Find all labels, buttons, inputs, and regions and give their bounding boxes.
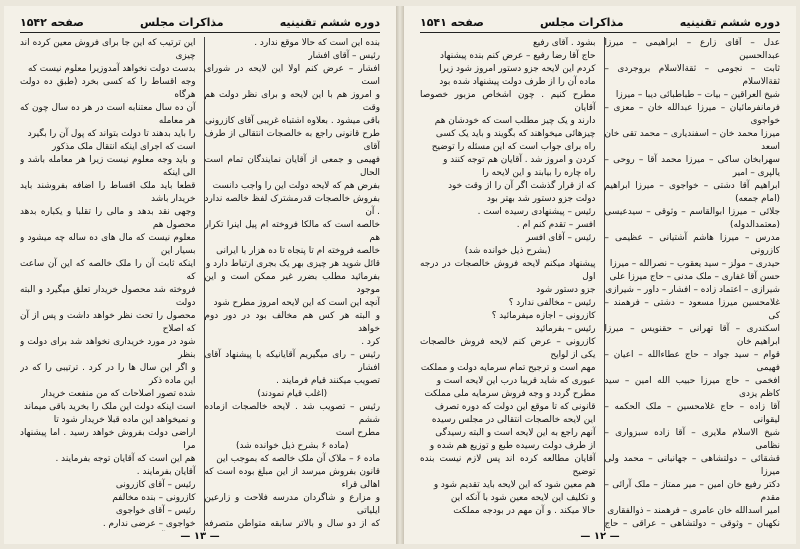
left-header-session: دوره ششم تقنینیه	[279, 15, 380, 29]
text-line: مطرح است	[335, 428, 380, 438]
text-line: دولت جزو دستور شد بهتر بود	[486, 194, 596, 204]
text-line: مهم است و ترجیح تمام سرمایه دولت و مملکت	[420, 363, 596, 373]
text-line: معلوم نیست که مال های ده ساله چه میشود و بسیار این	[20, 233, 196, 256]
text-line: آقایان مطالعه کرده اند پس لازم نیست بنده توضیح	[420, 454, 596, 477]
text-line: پیشنهاد میکنم لایحه فروش خالصجات در درجه اول	[420, 259, 596, 282]
text-line: بنده این است که حالا موقع ندارد .	[254, 38, 380, 48]
text-line: که از دو سال و بالاتر سابقه متواطن متصرفه	[204, 519, 380, 529]
text-line: کردن و امروز شد . آقایان هم توجه کنند و	[443, 155, 596, 165]
text-line: است که اجرای اینکه انتقال ملک مذکور	[52, 142, 196, 152]
text-line: وجهی نقد بدهد و مالی را تقلبا و یکباره بدهد محصول هم	[20, 207, 196, 230]
text-line: بشود . آقای رفیع	[533, 38, 596, 48]
right-header-session: دوره ششم تقنینیه	[679, 15, 780, 29]
text-line: عدل – آقای زارع – ابراهیمی – میرزا عبدالحسین	[604, 38, 780, 61]
text-line: باقی میشود . بعلاوه اشتباه غریبی آقای کازرونی	[205, 116, 380, 126]
text-line: ماده ۶ – ملاک آن ملک خالصه که بموجب این	[216, 454, 380, 464]
text-line: رئیس – پیشنهادی رسیده است .	[477, 207, 596, 217]
right-page-header	[420, 14, 780, 33]
text-line: حسن آقا غفاری – ملک مدنی – حاج میرزا علی	[609, 272, 780, 282]
text-line: اینکه ثابت آن را ملک خالصه که این آن ساعت که	[20, 259, 196, 282]
text-line: و تکلیف این لایحه معین شود با آنکه این	[450, 493, 596, 503]
text-line: کرد .	[361, 337, 380, 347]
right-header-title: مذاکرات مجلس	[539, 15, 624, 29]
text-line: خواجوی – عرضی ندارم .	[102, 519, 196, 529]
left-page-header	[20, 14, 380, 33]
text-line: این لایحه خالصجات انتقالی در مجلس رسیده	[431, 415, 596, 425]
text-line: کردم این لایحه جزو دستور امروز شود زیرا	[439, 64, 596, 74]
text-line: دکتر رفیع خان امین – میر ممتاز – ملک آرائی – مقدم	[604, 480, 780, 503]
text-line: جلائی – میرزا ابوالقاسم – وثوقی – سیدعیسی (معتمدالدوله)	[604, 207, 780, 230]
text-line: شود در مورد خریداری نخواهد شد برای دولت و بنظر	[20, 337, 196, 360]
text-line: و اگر این سال ها را در کرد . ترتیبی را که در این ماده ذکر	[20, 363, 196, 386]
text-line: میرزا محمد خان – اسفندیاری – محمد تقی خان اسعد	[604, 129, 780, 152]
text-line: رئیس – آقای افشار	[308, 51, 380, 61]
text-line: که از قرار گذشت اگر آن را از وقت خود	[448, 181, 596, 191]
text-line: از طرف دولت رسیده طبع و توزیع هم شده و	[429, 441, 596, 451]
text-line: اسکندری – آقا تهرانی – حقنویس – میرزا ابراهیم خان	[604, 324, 780, 347]
right-page-left-column	[420, 37, 596, 531]
text-line: (بشرح ذیل خوانده شد)	[464, 246, 551, 256]
text-line: حیدری – مولز – سید یعقوب – نصرالله – میرزا	[609, 259, 780, 269]
right-page-footer: — ۱۲ —	[580, 531, 620, 542]
text-line: آنچه این است که این لایحه امروز مطرح شود	[213, 298, 380, 308]
text-line: این ترتیب که این جا برای فروش معین کرده اند چیزی	[20, 38, 196, 61]
left-page-footer: — ۱۳ —	[180, 531, 220, 542]
text-line: خالصه است که مالکا فروخته ام پیل اینرا تکرار هم	[204, 220, 380, 243]
text-line: حالا میکند . و آن مهم در بودجه مملکت	[453, 506, 596, 516]
text-line: مدرس – میرزا هاشم آشتیانی – عظیمی – کازرونی	[604, 233, 780, 256]
text-line: ماده آن را از طرف دولت پیشنهاد شده بود	[439, 77, 596, 87]
text-line: فرمانفرمائیان – میرزا عبدالله خان – معزی – خواجوی	[604, 103, 780, 126]
text-line: و نمیخواهد این ماده قبلا خریدار شود تا	[53, 415, 196, 425]
text-line: فروخته شد محصول خریدار تعلق میگیرد و البته دولت	[20, 285, 196, 308]
text-line: محصول را تحت نظر خواهد داشت و پس از آن که اصلاح	[20, 311, 196, 334]
text-line: رئیس – آقای افسر	[525, 233, 596, 243]
left-header-title: مذاکرات مجلس	[139, 15, 224, 29]
text-line: و باید وجه معلوم نیست زیرا هر معامله باشد و الی اینکه	[20, 155, 196, 178]
text-line: افسر – تقدم کنم ام .	[516, 220, 596, 230]
text-line: شیرازی – اعتماد زاده – افشار – داور – شیرازی	[605, 285, 780, 295]
text-line: ابراهیم آقا دشتی – خواجوی – میرزا ابراهیم (امام جمعه)	[604, 181, 780, 204]
text-line: و البته هر کس هم مخالف بود در دور دوم خواهد	[204, 311, 380, 334]
book-spine	[396, 6, 404, 544]
text-line: افخمی – حاج میرزا حبیب الله امین – سید کاظم یزدی	[604, 376, 780, 399]
text-line: رئیس – آقای خواجوی	[115, 506, 196, 516]
text-line: چیزهائی میخواهند که بگویند و باید یک کسی	[435, 129, 596, 139]
left-page-columns	[20, 37, 380, 531]
text-line: فهیمی و جمعی از آقایان نمایندگان تمام است الحال	[204, 155, 380, 178]
text-line: نکهبان – وثوقی – دولتشاهی – عراقی – حاج	[604, 519, 780, 529]
text-line: رئیس – مخالفی ندارد ؟	[508, 298, 596, 308]
text-line: رئیس – رای میگیریم آقایانیکه با پیشنهاد آقای افشار	[204, 350, 380, 373]
text-line: بدست دولت نخواهد آمدوزیرا معلوم نیست که	[27, 64, 196, 74]
text-line: کازرونی – اجازه میفرمائید ؟	[491, 311, 596, 321]
text-line: کازرونی – عرض کنم لایحه فروش خالصجات یکی از لوایح	[420, 337, 596, 360]
text-line: (ماده ۶ بشرح ذیل خوانده شد)	[236, 441, 349, 451]
text-line: قانون بفروش میرسد از این مبلغ بوده است که اهالی قراء	[204, 467, 380, 490]
text-line: جزو دستور شود	[536, 285, 596, 295]
text-line: دارند و یک چیز مطلب است که خودشان هم	[434, 116, 596, 126]
text-line: حاج آقا رضا رفیع – عرض کنم بنده پیشنهاد	[440, 51, 596, 61]
text-line: قوام – سید جواد – حاج عطاءالله – اعیان – فهیمی	[604, 350, 780, 373]
text-line: رئیس – آقای کازرونی	[115, 480, 196, 490]
right-page-right-column	[604, 37, 781, 531]
text-line: بفرمائید مطلب بضرر غیر ممکن است و این موجود	[204, 272, 380, 295]
right-header-page-label: صفحه ۱۵۴۱	[420, 15, 484, 29]
text-line: (اغلب قیام نمودند)	[257, 389, 328, 399]
left-page-right-column	[204, 37, 381, 531]
text-line: رئیس – تصویب شد . لایحه خالصجات ازماده ششم	[204, 402, 380, 425]
text-line: هم معین شود که این لایحه باید تقدیم شود و	[433, 480, 596, 490]
text-line: آن ده سال معتنابه است در هر ده سال چون که هر معامله	[20, 103, 196, 126]
text-line: سهرابخان ساکی – میرزا محمد آقا – روحی – یالپری – امیر	[604, 155, 780, 178]
text-line: کازرونی – بنده مخالفم	[112, 493, 196, 503]
right-page-columns	[420, 37, 780, 531]
text-line: مطرح کنیم . چون اشخاص مزبور خصوصا آقایان	[420, 90, 596, 113]
text-line: را باید بدهند تا دولت بتواند که پول آن را بگیرد	[27, 129, 196, 139]
text-line: شده تصور اصلاحات که من منفعت خریدار	[41, 389, 196, 399]
text-line: ثابت – نجومی – ثقةالاسلام بروجردی – ثقةالاسلام	[604, 64, 780, 87]
text-line: قانونی که تا موقع این دولت که دوره تصرف	[434, 402, 596, 412]
text-line: راه چاره را بیابند و این لایحه را	[482, 168, 596, 178]
text-line: آقایان بفرمایند .	[136, 467, 196, 477]
text-line: اراضی دولت بفروش خواهد رسید . اما پیشنهاد مرا	[20, 428, 196, 451]
text-line: غلامحسین میرزا مسعود – دشتی – فرهمند – کی	[604, 298, 780, 321]
text-line: بفرض هم که لایحه دولت این را واجب دانست	[212, 181, 380, 191]
text-line: طرح قانونی راجع به خالصجات انتقالی از طرف آقای	[204, 129, 380, 152]
text-line: و مزارع و شاگردان مدرسه فلاحت و زارعین ایلیاتی	[204, 493, 380, 516]
text-line: تصویب میکنند قیام فرمایند .	[276, 376, 380, 386]
text-line: خالصه فروخته ام تا پنجاه تا ده هزار با ایرانی	[216, 246, 380, 256]
text-line: آقا زاده – حاج غلامحسین – ملک الحکمه – لیقوانی	[604, 402, 780, 425]
text-line: و امروز هم با این لایحه و برای نظر دولت هم وقت	[204, 90, 380, 113]
text-line: راه برای جواب است که این مسئله را توضیح	[431, 142, 596, 152]
text-line: است اینکه دولت این ملک را بخرید باقی میماند	[23, 402, 196, 412]
text-line: وجه اقساط را که کسی بخرد (طبق ده دولت هرگاه	[20, 77, 196, 100]
text-line: عبوری که شاید قریبا درب این لایحه است و	[436, 376, 596, 386]
text-line: شیخ الاسلام ملایری – آقا زاده سبزواری – نظامی	[604, 428, 780, 451]
text-line: مطرح گردد و وجه فروش سرمایه ملی مملکت	[424, 389, 596, 399]
text-line: امیر اسدالله خان عامری – فرهمند – ذوالفقاری	[607, 506, 780, 516]
left-page-left-column	[20, 37, 196, 531]
text-line: قائل شوید هر چیزی بهر یک بجری ارتباط دارد و	[206, 259, 380, 269]
text-line: شیخ العراقین – بیات – طباطبائی دیبا – میرزا	[615, 90, 780, 100]
text-line: افشار – عرض کنم اولا این لایحه در شورای است	[204, 64, 380, 87]
text-line: آنهم راجع به این لایحه است و البته رسیدگی	[435, 428, 596, 438]
left-header-page-label: صفحه ۱۵۴۲	[20, 15, 84, 29]
left-page	[4, 6, 396, 544]
text-line: قشقائی – دولتشاهی – جهانبانی – محمد ولی میرزا	[604, 454, 780, 477]
text-line: بفروش خالصجات قدرمشترک لفظ خالصه ندارد . آن	[204, 194, 380, 217]
right-page	[404, 6, 796, 544]
text-line: قطعا باید ملک اقساط را اضافه بفروشند باید خریدار باشد	[20, 181, 196, 204]
text-line: رئیس – بفرمائید	[535, 324, 596, 334]
text-line: هم این است که آقایان توجه بفرمایند .	[55, 454, 196, 464]
